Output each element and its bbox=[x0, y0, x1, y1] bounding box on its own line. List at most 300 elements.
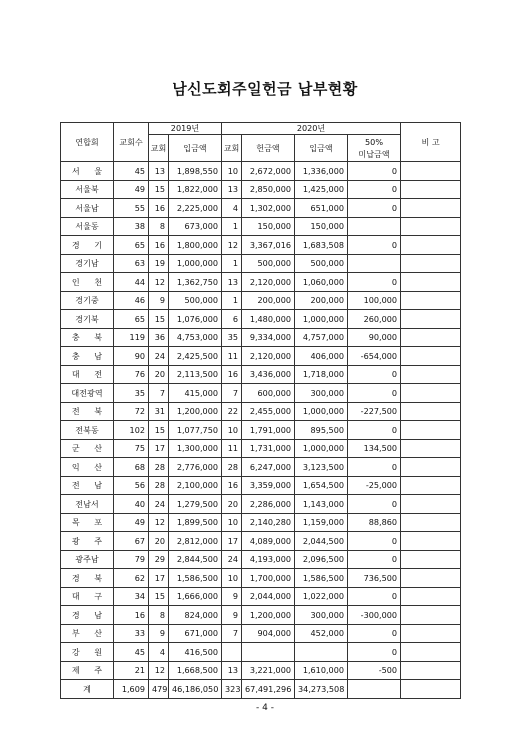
table-row bbox=[61, 661, 461, 680]
remarks-cell bbox=[401, 661, 461, 680]
church-count: 45 bbox=[114, 162, 149, 181]
federation-name: 경기북 bbox=[61, 310, 114, 329]
shortfall-amount bbox=[348, 217, 401, 236]
church-count: 102 bbox=[114, 421, 149, 440]
offering-2020: 2,850,000 bbox=[242, 180, 295, 199]
deposit-2019: 1,362,750 bbox=[169, 273, 222, 292]
totals-offering-2020: 67,491,296 bbox=[242, 680, 295, 699]
churches-2020: 20 bbox=[222, 495, 242, 514]
federation-name: 경 남 bbox=[61, 606, 114, 625]
shortfall-amount: -227,500 bbox=[348, 402, 401, 421]
deposit-2019: 2,844,500 bbox=[169, 550, 222, 569]
churches-2020: 9 bbox=[222, 606, 242, 625]
table-row bbox=[61, 347, 461, 366]
churches-2019: 9 bbox=[149, 291, 169, 310]
deposit-2020: 895,500 bbox=[295, 421, 348, 440]
shortfall-amount: 0 bbox=[348, 421, 401, 440]
churches-2020: 10 bbox=[222, 162, 242, 181]
deposit-2020: 1,060,000 bbox=[295, 273, 348, 292]
offering-2020: 1,302,000 bbox=[242, 199, 295, 218]
table-row bbox=[61, 550, 461, 569]
totals-churches-2019: 479 bbox=[149, 680, 169, 699]
offering-2020: 2,044,000 bbox=[242, 587, 295, 606]
remarks-cell bbox=[401, 347, 461, 366]
offering-2020: 2,455,000 bbox=[242, 402, 295, 421]
offering-2020: 2,120,000 bbox=[242, 347, 295, 366]
deposit-2020: 1,586,500 bbox=[295, 569, 348, 588]
offering-2020: 500,000 bbox=[242, 254, 295, 273]
totals-churches-2020: 323 bbox=[222, 680, 242, 699]
header-shortfall-label: 미납금액 bbox=[358, 149, 390, 159]
federation-name: 대전광역 bbox=[61, 384, 114, 403]
deposit-2020: 1,000,000 bbox=[295, 310, 348, 329]
federation-name: 충 남 bbox=[61, 347, 114, 366]
churches-2020: 13 bbox=[222, 273, 242, 292]
header-church-count: 교회수 bbox=[114, 123, 149, 162]
church-count: 46 bbox=[114, 291, 149, 310]
deposit-2019: 416,500 bbox=[169, 643, 222, 662]
deposit-2020: 2,096,500 bbox=[295, 550, 348, 569]
remarks-cell bbox=[401, 569, 461, 588]
remarks-cell bbox=[401, 384, 461, 403]
shortfall-amount: 0 bbox=[348, 587, 401, 606]
table-row bbox=[61, 365, 461, 384]
remarks-cell bbox=[401, 606, 461, 625]
church-count: 79 bbox=[114, 550, 149, 569]
churches-2019: 8 bbox=[149, 217, 169, 236]
offering-2020: 3,221,000 bbox=[242, 661, 295, 680]
deposit-2020: 1,425,000 bbox=[295, 180, 348, 199]
churches-2020: 16 bbox=[222, 476, 242, 495]
offering-2020: 1,700,000 bbox=[242, 569, 295, 588]
remarks-cell bbox=[401, 439, 461, 458]
offering-2020: 1,791,000 bbox=[242, 421, 295, 440]
shortfall-amount: 0 bbox=[348, 532, 401, 551]
church-count: 56 bbox=[114, 476, 149, 495]
deposit-2020: 651,000 bbox=[295, 199, 348, 218]
deposit-2019: 4,753,000 bbox=[169, 328, 222, 347]
churches-2020: 16 bbox=[222, 365, 242, 384]
deposit-2020: 406,000 bbox=[295, 347, 348, 366]
deposit-2020: 1,718,000 bbox=[295, 365, 348, 384]
table-row bbox=[61, 180, 461, 199]
shortfall-amount: 134,500 bbox=[348, 439, 401, 458]
table-row bbox=[61, 532, 461, 551]
table-row bbox=[61, 236, 461, 255]
header-shortfall-percent: 50% bbox=[365, 136, 384, 147]
churches-2019: 13 bbox=[149, 162, 169, 181]
header-deposit-2019: 입금액 bbox=[169, 135, 222, 162]
church-count: 119 bbox=[114, 328, 149, 347]
offering-2020: 904,000 bbox=[242, 624, 295, 643]
table-row bbox=[61, 476, 461, 495]
churches-2019: 9 bbox=[149, 624, 169, 643]
churches-2020: 1 bbox=[222, 254, 242, 273]
federation-name: 경 기 bbox=[61, 236, 114, 255]
table-row bbox=[61, 328, 461, 347]
header-year-2020: 2020년 bbox=[222, 123, 401, 135]
deposit-2019: 1,300,000 bbox=[169, 439, 222, 458]
remarks-cell bbox=[401, 550, 461, 569]
table-row bbox=[61, 587, 461, 606]
header-federation: 연합회 bbox=[61, 123, 114, 162]
deposit-2019: 500,000 bbox=[169, 291, 222, 310]
churches-2019: 17 bbox=[149, 439, 169, 458]
table-row bbox=[61, 199, 461, 218]
shortfall-amount: 90,000 bbox=[348, 328, 401, 347]
remarks-cell bbox=[401, 199, 461, 218]
churches-2019: 31 bbox=[149, 402, 169, 421]
table-row bbox=[61, 643, 461, 662]
totals-label: 계 bbox=[61, 680, 114, 699]
federation-name: 제 주 bbox=[61, 661, 114, 680]
shortfall-amount: 0 bbox=[348, 643, 401, 662]
offering-2020: 3,436,000 bbox=[242, 365, 295, 384]
church-count: 44 bbox=[114, 273, 149, 292]
totals-row bbox=[61, 680, 461, 699]
federation-name: 경 북 bbox=[61, 569, 114, 588]
federation-name: 목 포 bbox=[61, 513, 114, 532]
header-shortfall bbox=[348, 135, 401, 162]
header-offering-2020: 헌금액 bbox=[242, 135, 295, 162]
churches-2019: 15 bbox=[149, 421, 169, 440]
offering-2020: 4,089,000 bbox=[242, 532, 295, 551]
totals-deposit-2020: 34,273,508 bbox=[295, 680, 348, 699]
federation-name: 서 울 bbox=[61, 162, 114, 181]
table-row bbox=[61, 162, 461, 181]
shortfall-amount: 0 bbox=[348, 550, 401, 569]
deposit-2020 bbox=[295, 643, 348, 662]
shortfall-amount: 0 bbox=[348, 273, 401, 292]
shortfall-amount: -25,000 bbox=[348, 476, 401, 495]
remarks-cell bbox=[401, 402, 461, 421]
deposit-2019: 824,000 bbox=[169, 606, 222, 625]
federation-name: 광주남 bbox=[61, 550, 114, 569]
remarks-cell bbox=[401, 513, 461, 532]
offering-2020: 6,247,000 bbox=[242, 458, 295, 477]
deposit-2020: 1,610,000 bbox=[295, 661, 348, 680]
church-count: 40 bbox=[114, 495, 149, 514]
churches-2019: 7 bbox=[149, 384, 169, 403]
deposit-2019: 2,776,000 bbox=[169, 458, 222, 477]
deposit-2020: 3,123,500 bbox=[295, 458, 348, 477]
churches-2019: 19 bbox=[149, 254, 169, 273]
deposit-2019: 2,812,000 bbox=[169, 532, 222, 551]
totals-church-count: 1,609 bbox=[114, 680, 149, 699]
table-row bbox=[61, 254, 461, 273]
churches-2019: 15 bbox=[149, 310, 169, 329]
deposit-2019: 1,077,750 bbox=[169, 421, 222, 440]
deposit-2019: 1,898,550 bbox=[169, 162, 222, 181]
table-row bbox=[61, 495, 461, 514]
offering-2020: 2,140,280 bbox=[242, 513, 295, 532]
church-count: 75 bbox=[114, 439, 149, 458]
shortfall-amount: -300,000 bbox=[348, 606, 401, 625]
churches-2019: 24 bbox=[149, 347, 169, 366]
federation-name: 서울동 bbox=[61, 217, 114, 236]
offering-2020: 3,367,016 bbox=[242, 236, 295, 255]
churches-2020: 4 bbox=[222, 199, 242, 218]
deposit-2019: 1,666,000 bbox=[169, 587, 222, 606]
churches-2020: 17 bbox=[222, 532, 242, 551]
deposit-2020: 1,000,000 bbox=[295, 439, 348, 458]
remarks-cell bbox=[401, 458, 461, 477]
payment-status-table bbox=[60, 122, 461, 699]
federation-name: 인 천 bbox=[61, 273, 114, 292]
shortfall-amount: 0 bbox=[348, 199, 401, 218]
deposit-2019: 1,076,000 bbox=[169, 310, 222, 329]
churches-2020: 24 bbox=[222, 550, 242, 569]
offering-2020: 3,359,000 bbox=[242, 476, 295, 495]
churches-2019: 24 bbox=[149, 495, 169, 514]
table-row bbox=[61, 624, 461, 643]
shortfall-amount: 0 bbox=[348, 384, 401, 403]
remarks-cell bbox=[401, 236, 461, 255]
remarks-cell bbox=[401, 180, 461, 199]
remarks-cell bbox=[401, 328, 461, 347]
church-count: 68 bbox=[114, 458, 149, 477]
header-remarks: 비 고 bbox=[401, 123, 461, 162]
deposit-2019: 2,225,000 bbox=[169, 199, 222, 218]
table-row bbox=[61, 217, 461, 236]
deposit-2020: 1,654,500 bbox=[295, 476, 348, 495]
deposit-2019: 671,000 bbox=[169, 624, 222, 643]
deposit-2020: 1,336,000 bbox=[295, 162, 348, 181]
offering-2020: 200,000 bbox=[242, 291, 295, 310]
remarks-cell bbox=[401, 217, 461, 236]
remarks-cell bbox=[401, 532, 461, 551]
table-row bbox=[61, 458, 461, 477]
church-count: 49 bbox=[114, 513, 149, 532]
churches-2019: 15 bbox=[149, 587, 169, 606]
deposit-2020: 1,000,000 bbox=[295, 402, 348, 421]
churches-2020: 6 bbox=[222, 310, 242, 329]
church-count: 45 bbox=[114, 643, 149, 662]
deposit-2020: 150,000 bbox=[295, 217, 348, 236]
churches-2020: 11 bbox=[222, 347, 242, 366]
deposit-2020: 1,022,000 bbox=[295, 587, 348, 606]
churches-2019: 28 bbox=[149, 458, 169, 477]
totals-remarks bbox=[401, 680, 461, 699]
churches-2020: 7 bbox=[222, 384, 242, 403]
table-row bbox=[61, 310, 461, 329]
offering-2020: 9,334,000 bbox=[242, 328, 295, 347]
table-row bbox=[61, 402, 461, 421]
remarks-cell bbox=[401, 291, 461, 310]
deposit-2020: 1,683,508 bbox=[295, 236, 348, 255]
deposit-2020: 4,757,000 bbox=[295, 328, 348, 347]
churches-2019: 12 bbox=[149, 513, 169, 532]
churches-2019: 8 bbox=[149, 606, 169, 625]
federation-name: 경기남 bbox=[61, 254, 114, 273]
deposit-2019: 2,425,500 bbox=[169, 347, 222, 366]
churches-2020: 7 bbox=[222, 624, 242, 643]
church-count: 62 bbox=[114, 569, 149, 588]
shortfall-amount: 100,000 bbox=[348, 291, 401, 310]
federation-name: 대 구 bbox=[61, 587, 114, 606]
federation-name: 충 북 bbox=[61, 328, 114, 347]
federation-name: 전남서 bbox=[61, 495, 114, 514]
churches-2020: 13 bbox=[222, 661, 242, 680]
header-row-top bbox=[61, 123, 461, 135]
churches-2019: 17 bbox=[149, 569, 169, 588]
church-count: 33 bbox=[114, 624, 149, 643]
shortfall-amount: 88,860 bbox=[348, 513, 401, 532]
churches-2020: 9 bbox=[222, 587, 242, 606]
offering-2020: 150,000 bbox=[242, 217, 295, 236]
church-count: 76 bbox=[114, 365, 149, 384]
church-count: 21 bbox=[114, 661, 149, 680]
deposit-2020: 300,000 bbox=[295, 384, 348, 403]
churches-2019: 16 bbox=[149, 236, 169, 255]
churches-2020: 1 bbox=[222, 291, 242, 310]
deposit-2019: 1,800,000 bbox=[169, 236, 222, 255]
deposit-2020: 500,000 bbox=[295, 254, 348, 273]
federation-name: 서울남 bbox=[61, 199, 114, 218]
remarks-cell bbox=[401, 495, 461, 514]
churches-2019: 20 bbox=[149, 365, 169, 384]
church-count: 67 bbox=[114, 532, 149, 551]
offering-2020 bbox=[242, 643, 295, 662]
table-row bbox=[61, 384, 461, 403]
church-count: 35 bbox=[114, 384, 149, 403]
totals-shortfall bbox=[348, 680, 401, 699]
churches-2020: 13 bbox=[222, 180, 242, 199]
church-count: 34 bbox=[114, 587, 149, 606]
church-count: 63 bbox=[114, 254, 149, 273]
churches-2020: 1 bbox=[222, 217, 242, 236]
churches-2019: 4 bbox=[149, 643, 169, 662]
churches-2020: 35 bbox=[222, 328, 242, 347]
churches-2020: 10 bbox=[222, 513, 242, 532]
federation-name: 익 산 bbox=[61, 458, 114, 477]
deposit-2019: 415,000 bbox=[169, 384, 222, 403]
deposit-2019: 1,668,500 bbox=[169, 661, 222, 680]
federation-name: 부 산 bbox=[61, 624, 114, 643]
shortfall-amount: 0 bbox=[348, 624, 401, 643]
churches-2019: 29 bbox=[149, 550, 169, 569]
churches-2020: 12 bbox=[222, 236, 242, 255]
offering-2020: 1,480,000 bbox=[242, 310, 295, 329]
deposit-2019: 2,113,500 bbox=[169, 365, 222, 384]
federation-name: 강 원 bbox=[61, 643, 114, 662]
federation-name: 군 산 bbox=[61, 439, 114, 458]
offering-2020: 2,672,000 bbox=[242, 162, 295, 181]
totals-deposit-2019: 46,186,050 bbox=[169, 680, 222, 699]
remarks-cell bbox=[401, 310, 461, 329]
deposit-2020: 1,159,000 bbox=[295, 513, 348, 532]
offering-2020: 1,200,000 bbox=[242, 606, 295, 625]
remarks-cell bbox=[401, 624, 461, 643]
header-year-2019: 2019년 bbox=[149, 123, 222, 135]
deposit-2019: 1,200,000 bbox=[169, 402, 222, 421]
churches-2020: 10 bbox=[222, 569, 242, 588]
shortfall-amount: 0 bbox=[348, 458, 401, 477]
church-count: 90 bbox=[114, 347, 149, 366]
remarks-cell bbox=[401, 421, 461, 440]
deposit-2019: 1,822,000 bbox=[169, 180, 222, 199]
page-title: 남신도회주일헌금 납부현황 bbox=[172, 80, 358, 98]
shortfall-amount bbox=[348, 254, 401, 273]
churches-2019: 28 bbox=[149, 476, 169, 495]
shortfall-amount: 0 bbox=[348, 495, 401, 514]
churches-2020 bbox=[222, 643, 242, 662]
table-body bbox=[61, 162, 461, 680]
church-count: 65 bbox=[114, 310, 149, 329]
deposit-2019: 1,899,500 bbox=[169, 513, 222, 532]
deposit-2020: 452,000 bbox=[295, 624, 348, 643]
shortfall-amount: 0 bbox=[348, 365, 401, 384]
page-number: - 4 - bbox=[256, 703, 274, 713]
shortfall-amount: -500 bbox=[348, 661, 401, 680]
table-row bbox=[61, 606, 461, 625]
offering-2020: 600,000 bbox=[242, 384, 295, 403]
federation-name: 경기중 bbox=[61, 291, 114, 310]
deposit-2020: 1,143,000 bbox=[295, 495, 348, 514]
churches-2019: 20 bbox=[149, 532, 169, 551]
table-row bbox=[61, 439, 461, 458]
offering-2020: 4,193,000 bbox=[242, 550, 295, 569]
remarks-cell bbox=[401, 643, 461, 662]
remarks-cell bbox=[401, 162, 461, 181]
deposit-2019: 673,000 bbox=[169, 217, 222, 236]
church-count: 72 bbox=[114, 402, 149, 421]
deposit-2020: 2,044,500 bbox=[295, 532, 348, 551]
deposit-2019: 1,586,500 bbox=[169, 569, 222, 588]
deposit-2019: 1,000,000 bbox=[169, 254, 222, 273]
table-row bbox=[61, 273, 461, 292]
churches-2020: 11 bbox=[222, 439, 242, 458]
federation-name: 서울북 bbox=[61, 180, 114, 199]
table-row bbox=[61, 513, 461, 532]
remarks-cell bbox=[401, 365, 461, 384]
church-count: 55 bbox=[114, 199, 149, 218]
church-count: 16 bbox=[114, 606, 149, 625]
header-church-2020: 교회 bbox=[222, 135, 242, 162]
remarks-cell bbox=[401, 254, 461, 273]
deposit-2020: 200,000 bbox=[295, 291, 348, 310]
churches-2019: 12 bbox=[149, 273, 169, 292]
remarks-cell bbox=[401, 476, 461, 495]
deposit-2019: 1,279,500 bbox=[169, 495, 222, 514]
federation-name: 대 전 bbox=[61, 365, 114, 384]
header-deposit-2020: 입금액 bbox=[295, 135, 348, 162]
table-row bbox=[61, 421, 461, 440]
remarks-cell bbox=[401, 587, 461, 606]
shortfall-amount: 260,000 bbox=[348, 310, 401, 329]
remarks-cell bbox=[401, 273, 461, 292]
churches-2020: 28 bbox=[222, 458, 242, 477]
federation-name: 광 주 bbox=[61, 532, 114, 551]
churches-2020: 22 bbox=[222, 402, 242, 421]
federation-name: 전 남 bbox=[61, 476, 114, 495]
churches-2019: 15 bbox=[149, 180, 169, 199]
church-count: 65 bbox=[114, 236, 149, 255]
deposit-2019: 2,100,000 bbox=[169, 476, 222, 495]
table-row bbox=[61, 291, 461, 310]
shortfall-amount: 736,500 bbox=[348, 569, 401, 588]
shortfall-amount: -654,000 bbox=[348, 347, 401, 366]
offering-2020: 2,120,000 bbox=[242, 273, 295, 292]
offering-2020: 1,731,000 bbox=[242, 439, 295, 458]
church-count: 38 bbox=[114, 217, 149, 236]
churches-2019: 36 bbox=[149, 328, 169, 347]
deposit-2020: 300,000 bbox=[295, 606, 348, 625]
header-church-2019: 교회 bbox=[149, 135, 169, 162]
church-count: 49 bbox=[114, 180, 149, 199]
churches-2019: 16 bbox=[149, 199, 169, 218]
federation-name: 전북동 bbox=[61, 421, 114, 440]
